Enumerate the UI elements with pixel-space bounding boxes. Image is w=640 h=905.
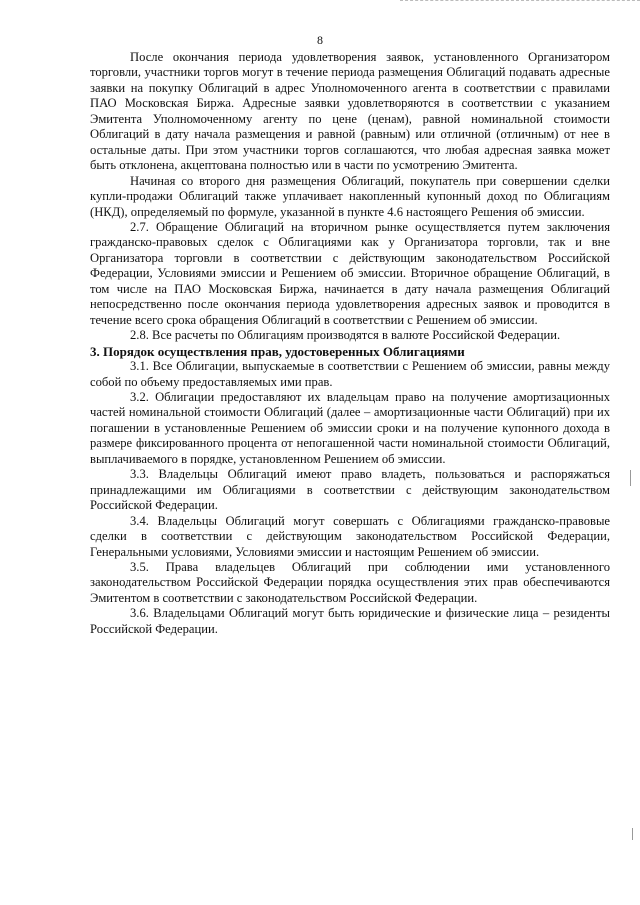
paragraph: 2.8. Все расчеты по Облигациям производятся в валюте Российской Федерации. (130, 328, 561, 343)
section-heading: 3. Порядок осуществления прав, удостоверенных Облигациями (90, 343, 465, 359)
document-body (90, 50, 610, 637)
page-number: 8 (317, 33, 323, 47)
paragraph: 2.7. Обращение Облигаций на вторичном рынке осуществляется путем заключения гражданско-правовых сделок с Облигациями как у Организатора торговли, так и вне Организатора торговли в соответствии с действующим законодательством Российской Федерации, Условиями эмиссии и Решением об эмиссии. Вторичное обращение Облигаций, в том числе на ПАО Московская Биржа, начинается в дату начала размещения Облигаций непосредственно после окончания периода удовлетворения адресных заявок и проводится в течение всего срока обращения Облигаций в соответствии с Решением об эмиссии. (90, 219, 610, 327)
paragraph: После окончания периода удовлетворения заявок, установленного Организатором торговли, участники торгов могут в течение периода размещения Облигаций подавать адресные заявки на покупку Облигаций в адрес Уполномоченного агента в соответствии с правилами ПАО Московская Биржа. Адресные заявки удовлетворяются в соответствии с указанием Эмитента Уполномоченному агенту по цене (ценам), равной номинальной стоимости Облигаций в дату начала размещения и равной (равным) или отличной (отличным) от нее в остальные даты. При этом участники торгов соглашаются, что любая адресная заявка может быть отклонена, акцептована полностью или в части по усмотрению Эмитента. (90, 50, 610, 173)
paragraph: Начиная со второго дня размещения Облигаций, покупатель при совершении сделки купли-продажи Облигаций также уплачивает накопленный купонный доход по Облигациям (НКД), определяемый по формуле, указанной в пункте 4.6 настоящего Решения об эмиссии. (90, 173, 610, 219)
paragraph: 3.4. Владельцы Облигаций могут совершать с Облигациями гражданско-правовые сделки в соответствии с действующим законодательством Российской Федерации, Генеральными условиями, Условиями эмиссии и настоящим Решением об эмиссии. (90, 513, 610, 559)
scan-mark (632, 828, 633, 840)
scan-mark (630, 470, 631, 486)
paragraph: 3.2. Облигации предоставляют их владельцам право на получение амортизационных частей номинальной стоимости Облигаций (далее – амортизационные части Облигаций) при их погашении в установленные Решением об эмиссии сроки и на получение купонного дохода в размере фиксированного процента от непогашенной части номинальной стоимости Облигаций, выплачиваемого в порядке, установленном Решением об эмиссии. (90, 389, 610, 466)
paragraph: 3.3. Владельцы Облигаций имеют право владеть, пользоваться и распоряжаться принадлежащими им Облигациями в соответствии с действующим законодательством Российской Федерации. (90, 467, 610, 513)
paragraph: 3.1. Все Облигации, выпускаемые в соответствии с Решением об эмиссии, равны между собой по объему предоставляемых ими прав. (90, 359, 610, 389)
scan-edge-artifact (400, 0, 640, 3)
paragraph: 3.5. Права владельцев Облигаций при соблюдении ими установленного законодательством Российской Федерации порядка осуществления этих прав обеспечиваются Эмитентом в соответствии с законодательством Российской Федерации. (90, 559, 610, 605)
paragraph: 3.6. Владельцами Облигаций могут быть юридические и физические лица – резиденты Российской Федерации. (90, 606, 610, 636)
